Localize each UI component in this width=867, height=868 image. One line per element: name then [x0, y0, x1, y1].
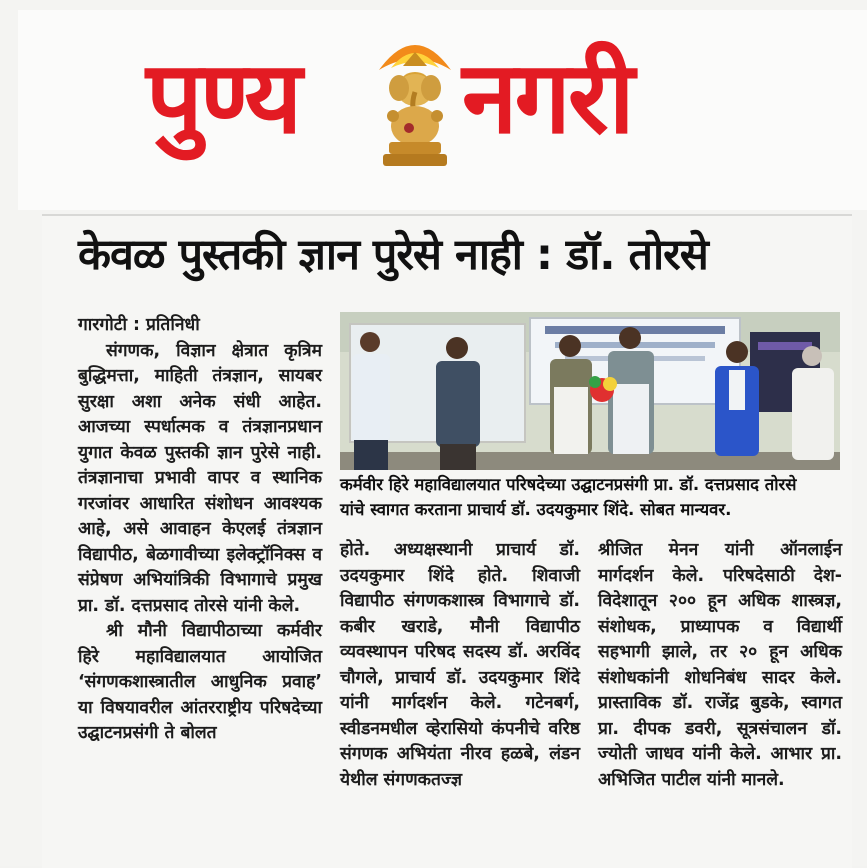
photo-caption [340, 472, 845, 522]
paragraph-4: श्रीजित मेनन यांनी ऑनलाईन मार्गदर्शन केले. परिषदेसाठी देश-विदेशातून २०० हून अधिक शास्त्रज्ञ, संशोधक, प्राध्यापक व विद्यार्थी सहभागी झाले, तर २० हून अधिक संशोधकांनी शोधनिबंध सादर केले. प्रास्ताविक डॉ. राजेंद्र बुडके, स्वागत प्रा. दीपक डवरी, सूत्रसंचालन डॉ. ज्योती जाधव यांनी केले. आभार प्रा. अभिजित पाटील यांनी मानले. [598, 540, 842, 790]
article-column-3 [598, 538, 842, 793]
masthead-title-left: पुण्य [146, 39, 300, 156]
ganesha-idol-icon [369, 30, 461, 170]
masthead-title-right: नगरी [462, 39, 632, 156]
paragraph-1: संगणक, विज्ञान क्षेत्रात कृत्रिम बुद्धिमत्ता, माहिती तंत्रज्ञान, सायबर सुरक्षा अशा अनेक संधी आहेत. आजच्या स्पर्धात्मक व तंत्रज्ञानप्रधान युगात केवळ पुस्तकी ज्ञान पुरेसे नाही. तंत्रज्ञानाचा प्रभावी वापर व स्थानिक गरजांवर आधारित संशोधन आवश्यक आहे, असे आवाहन केएलई तंत्रज्ञान विद्यापीठ, बेळगावीच्या इलेक्ट्रॉनिक्स व संप्रेषण अभियांत्रिकी विभागाचे प्रमुख प्रा. डॉ. दत्तप्रसाद तोरसे यांनी केले. [78, 340, 322, 616]
article-headline: केवळ पुस्तकी ज्ञान पुरेसे नाही : डॉ. तोरसे [78, 230, 708, 280]
event-photo [340, 312, 840, 470]
photo-caption-line-2: यांचे स्वागत करताना प्राचार्य डॉ. उदयकुमार शिंदे. सोबत मान्यवर. [340, 500, 732, 519]
dateline: गारगोटी : प्रतिनिधी [78, 315, 200, 335]
photo-caption-line-1: कर्मवीर हिरे महाविद्यालयात परिषदेच्या उद्घाटनप्रसंगी प्रा. डॉ. दत्तप्रसाद तोरसे [340, 475, 797, 494]
article-column-1 [78, 313, 322, 747]
paragraph-3: होते. अध्यक्षस्थानी प्राचार्य डॉ. उदयकुमार शिंदे होते. शिवाजी विद्यापीठ संगणकशास्त्र विभागाचे डॉ. कबीर खराडे, मौनी विद्यापीठ व्यवस्थापन परिषद सदस्य डॉ. अरविंद चौगले, प्राचार्य डॉ. उदयकुमार शिंदे यांनी मार्गदर्शन केले. गटेनबर्ग, स्वीडनमधील व्हेरासियो कंपनीचे वरिष्ठ संगणक अभियंता नीरव हळबे, लंडन येथील संगणकतज्ज्ञ [340, 540, 580, 790]
paragraph-2: श्री मौनी विद्यापीठाच्या कर्मवीर हिरे महाविद्यालयात आयोजित ‘संगणकशास्त्रातील आधुनिक प्रवाह’ या विषयावरील आंतरराष्ट्रीय परिषदेच्या उद्घाटनप्रसंगी ते बोलत [78, 621, 322, 743]
article-column-2 [340, 538, 580, 793]
